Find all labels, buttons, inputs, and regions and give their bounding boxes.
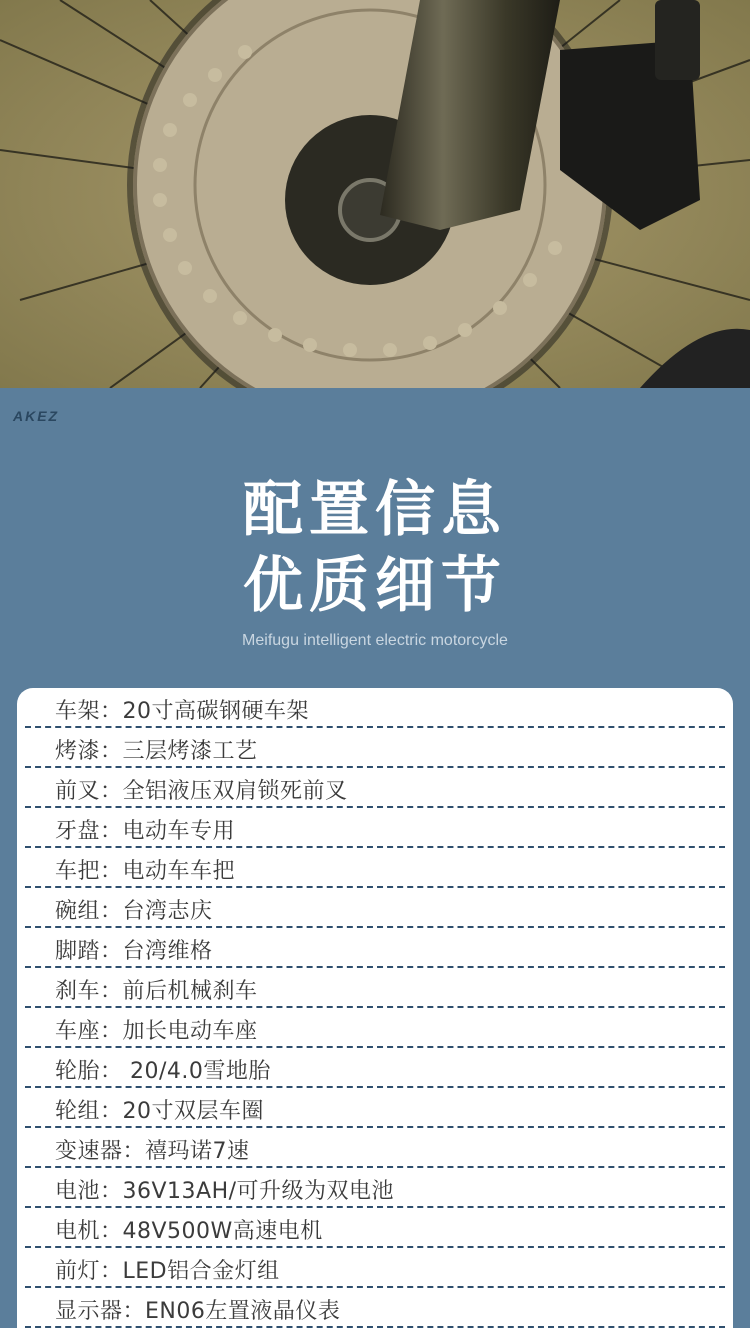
spec-text: 车架：20寸高碳钢硬车架 [55,699,309,724]
spec-text: 电机：48V500W高速电机 [55,1219,323,1244]
spec-text: 轮组：20寸双层车圈 [55,1099,264,1124]
spec-row [25,1248,725,1288]
disc-brake-illustration [0,0,750,388]
spec-text: 电池：36V13AH/可升级为双电池 [55,1179,395,1204]
hero-photo [0,0,750,388]
page-subtitle-cn: 优质细节 [243,551,507,621]
spec-text: 显示器：EN06左置液晶仪表 [55,1299,341,1324]
spec-row [25,1088,725,1128]
spec-text: 车把：电动车车把 [55,859,236,884]
spec-row [25,968,725,1008]
spec-row [25,928,725,968]
spec-text: 轮胎： 20/4.0雪地胎 [55,1059,271,1084]
spec-row [25,1208,725,1248]
spec-row [25,1168,725,1208]
spec-text: 烤漆：三层烤漆工艺 [55,739,258,764]
spec-row [25,1048,725,1088]
spec-row [25,888,725,928]
spec-row [25,848,725,888]
spec-row [25,1128,725,1168]
spec-row [25,1008,725,1048]
spec-row [25,728,725,768]
spec-text: 变速器：禧玛诺7速 [55,1139,250,1164]
brand-logo: AKEZ [13,408,60,424]
spec-text: 脚踏：台湾维格 [55,939,213,964]
page-title: 配置信息 [243,475,507,545]
spec-text: 碗组：台湾志庆 [55,899,213,924]
spec-text: 前灯：LED铝合金灯组 [55,1259,280,1284]
spec-text: 牙盘：电动车专用 [55,819,236,844]
spec-text: 刹车：前后机械刹车 [55,979,258,1004]
spec-text: 前叉：全铝液压双肩锁死前叉 [55,779,348,804]
page-subtitle-en: Meifugu intelligent electric motorcycle [242,632,508,649]
spec-row [25,808,725,848]
spec-panel [0,388,750,1324]
spec-list [17,688,733,1328]
spec-row [25,688,725,728]
spec-text: 车座：加长电动车座 [55,1019,258,1044]
spec-row [25,1288,725,1328]
spec-row [25,768,725,808]
